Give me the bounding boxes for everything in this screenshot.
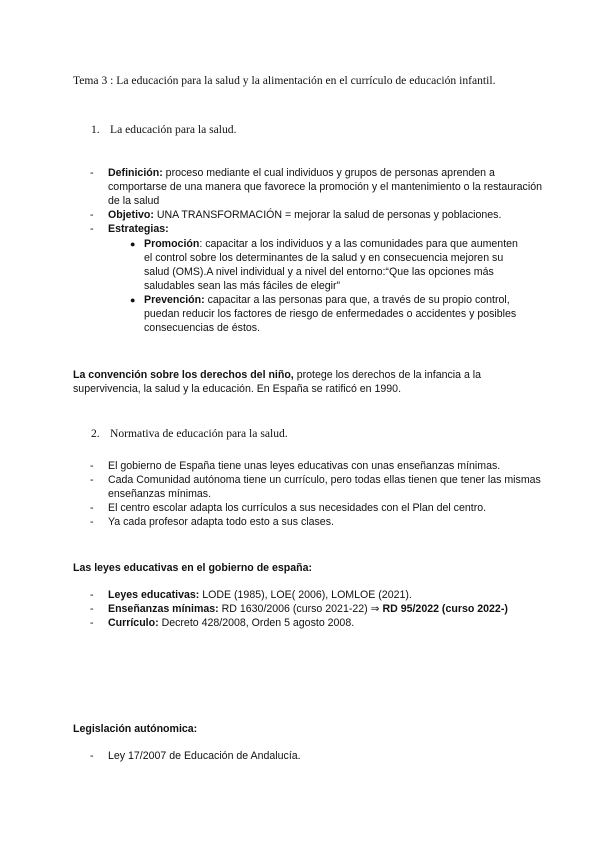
dash-marker: -: [90, 750, 94, 762]
item-text: El centro escolar adapta los currículos a sus necesidades con el Plan del centro.: [108, 502, 487, 514]
item-text: : capacitar a los individuos y a las comunidades para que aumenten el control sobre los determinantes de la salud y en consecuencia mejoren su salud (OMS).A nivel individual y a nivel del entorno:“Que las opciones más saludables sean las más fáciles de elegir”: [144, 238, 518, 292]
item-text: LODE (1985), LOE( 2006), LOMLOE (2021).: [199, 589, 412, 601]
section-1-heading: La educación para la salud.: [110, 123, 237, 136]
section-2-list: [73, 459, 543, 529]
list-item-objetivo: [73, 208, 543, 222]
leyes-heading: Las leyes educativas en el gobierno de españa:: [73, 562, 313, 574]
convention-text: protege los derechos de la infancia a la supervivencia, la salud y la educación. En España se ratificó en 1990.: [73, 369, 482, 395]
section-2-heading: Normativa de educación para la salud.: [110, 427, 288, 440]
dash-marker: -: [90, 460, 94, 472]
item-text: Ley 17/2007 de Educación de Andalucía.: [108, 750, 301, 762]
item-text: Ya cada profesor adapta todo esto a sus clases.: [108, 516, 334, 528]
dash-marker: -: [90, 223, 94, 235]
section-1-number: 1.: [91, 123, 100, 136]
leyes-list: [73, 588, 543, 630]
dash-marker: -: [90, 603, 94, 615]
item-text: Decreto 428/2008, Orden 5 agosto 2008.: [158, 617, 355, 629]
item-label: Leyes educativas:: [108, 589, 200, 601]
section-1-list: [73, 166, 543, 236]
item-label: Enseñanzas mínimas:: [108, 603, 219, 615]
item-label: Definición:: [108, 167, 163, 179]
item-text: capacitar a las personas para que, a través de su propio control, puedan reducir los factores de riesgo de enfermedades o accidentes y posibles consecuencias de éstos.: [144, 294, 517, 334]
dash-marker: -: [90, 617, 94, 629]
item-label: Prevención:: [144, 294, 205, 306]
item-text: proceso mediante el cual individuos y grupos de personas aprenden a comportarse de una manera que favorece la promoción y el mantenimiento o la restauración de la salud: [108, 167, 542, 207]
item-label: Promoción: [144, 238, 200, 250]
dash-marker: -: [90, 474, 94, 486]
list-item: [73, 749, 543, 763]
item-label: Objetivo:: [108, 209, 154, 221]
strategies-list: [73, 237, 518, 335]
dash-marker: -: [90, 589, 94, 601]
list-item-ensenanzas-minimas: [73, 602, 543, 616]
dash-marker: -: [90, 516, 94, 528]
convention-paragraph: [73, 368, 543, 396]
dash-marker: -: [90, 502, 94, 514]
convention-label: La convención sobre los derechos del niño,: [73, 369, 294, 381]
list-item: [73, 459, 543, 473]
list-item-prevencion: [73, 293, 518, 335]
list-item-curriculo: [73, 616, 543, 630]
bullet-marker: ●: [130, 295, 136, 305]
list-item: [73, 515, 543, 529]
dash-marker: -: [90, 209, 94, 221]
document-title: Tema 3 : La educación para la salud y la alimentación en el currículo de educación infantil.: [73, 74, 496, 87]
item-text: Cada Comunidad autónoma tiene un currículo, pero todas ellas tienen que tener las mismas enseñanzas mínimas.: [108, 474, 541, 500]
list-item: [73, 473, 543, 501]
list-item-definicion: [73, 166, 543, 208]
list-item-promocion: [73, 237, 518, 293]
item-text: El gobierno de España tiene unas leyes educativas con unas enseñanzas mínimas.: [108, 460, 501, 472]
autonomica-list: [73, 749, 543, 763]
item-text: UNA TRANSFORMACIÓN = mejorar la salud de personas y poblaciones.: [153, 209, 502, 221]
list-item: [73, 501, 543, 515]
section-2-number: 2.: [91, 427, 100, 440]
list-item-leyes-educativas: [73, 588, 543, 602]
item-label: Currículo:: [108, 617, 159, 629]
dash-marker: -: [90, 167, 94, 179]
autonomica-heading: Legislación autónomica:: [73, 723, 198, 735]
list-item-estrategias: [73, 222, 543, 236]
item-label: Estrategias:: [108, 223, 169, 235]
item-tail: RD 95/2022 (curso 2022-): [382, 603, 508, 615]
bullet-marker: ●: [130, 239, 136, 249]
item-text: RD 1630/2006 (curso 2021-22) ⇒: [218, 603, 383, 615]
